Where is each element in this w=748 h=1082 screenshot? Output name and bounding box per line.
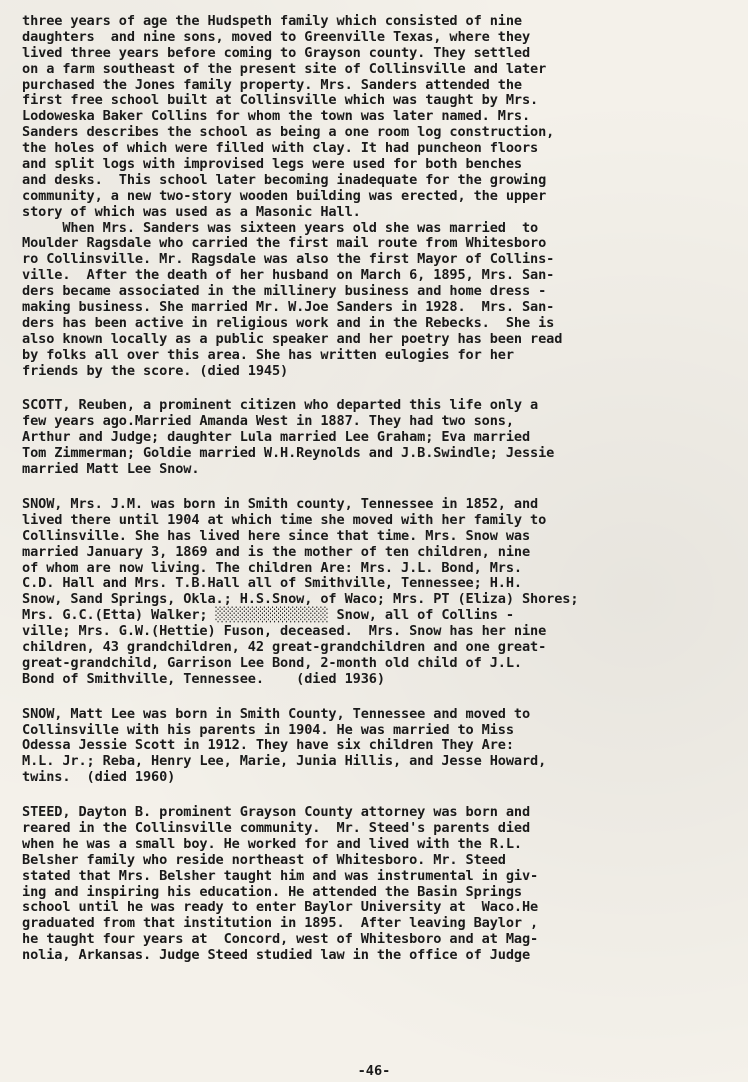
- text-line: ville. After the death of her husband on March 6, 1895, Mrs. San-: [22, 267, 555, 284]
- text-line: reared in the Collinsville community. Mr. Steed's parents died: [22, 819, 531, 836]
- text-line: friends by the score. (died 1945): [22, 362, 289, 379]
- text-line: on a farm southeast of the present site of Collinsville and later: [22, 60, 547, 77]
- text-line: children, 43 grandchildren, 42 great-grandchildren and one great-: [22, 638, 547, 655]
- text-line: lived there until 1904 at which time she moved with her family to: [22, 511, 547, 528]
- paragraph-sanders-marriage: [22, 221, 744, 380]
- text-line: stated that Mrs. Belsher taught him and was instrumental in giv-: [22, 867, 539, 884]
- text-line: ders has been active in religious work and in the Rebecks. She is: [22, 314, 555, 331]
- paragraph-gap: [22, 688, 744, 707]
- text-line: Snow, Sand Springs, Okla.; H.S.Snow, of Waco; Mrs. PT (Eliza) Shores;: [22, 591, 579, 608]
- text-line: also known locally as a public speaker and her poetry has been read: [22, 330, 563, 347]
- text-line: Lodoweska Baker Collins for whom the town was later named. Mrs.: [22, 108, 531, 125]
- text-line: he taught four years at Concord, west of Whitesboro and at Mag-: [22, 931, 539, 948]
- text-line: Odessa Jessie Scott in 1912. They have six children They Are:: [22, 737, 514, 754]
- text-line: three years of age the Hudspeth family which consisted of nine: [22, 13, 522, 29]
- text-line: Sanders describes the school as being a one room log construction,: [22, 124, 555, 141]
- page-number: -46-: [357, 1063, 391, 1079]
- text-line: making business. She married Mr. W.Joe Sanders in 1928. Mrs. San-: [22, 299, 555, 316]
- document-body: [22, 14, 744, 964]
- text-line: few years ago.Married Amanda West in 1887. They had two sons,: [22, 413, 514, 430]
- text-line: lived three years before coming to Grayson county. They settled: [22, 44, 531, 61]
- text-line: graduated from that institution in 1895. After leaving Baylor ,: [22, 915, 539, 932]
- paragraph-scott: [22, 398, 744, 477]
- text-line: Moulder Ragsdale who carried the first mail route from Whitesboro: [22, 235, 547, 252]
- text-line: Arthur and Judge; daughter Lula married Lee Graham; Eva married: [22, 429, 531, 446]
- text-line: community, a new two-story wooden building was erected, the upper: [22, 187, 547, 204]
- text-line: married January 3, 1869 and is the mother of ten children, nine: [22, 543, 531, 560]
- text-line: story of which was used as a Masonic Hall.: [22, 203, 361, 220]
- text-line: Mrs. G.C.(Etta) Walker; ░░░░░░░░░░░░░░ Snow, all of Collins -: [22, 607, 514, 624]
- paragraph-gap: [22, 379, 744, 398]
- text-line: ro Collinsville. Mr. Ragsdale was also the first Mayor of Collins-: [22, 251, 555, 268]
- text-line: SNOW, Matt Lee was born in Smith County, Tennessee and moved to: [22, 705, 531, 722]
- paragraph-snow-matt: [22, 707, 744, 786]
- text-line: married Matt Lee Snow.: [22, 461, 200, 478]
- text-line: ing and inspiring his education. He attended the Basin Springs: [22, 883, 522, 900]
- text-line: by folks all over this area. She has written eulogies for her: [22, 346, 514, 363]
- text-line: great-grandchild, Garrison Lee Bond, 2-month old child of J.L.: [22, 654, 522, 671]
- text-line: school until he was ready to enter Baylor University at Waco.He: [22, 899, 539, 916]
- paragraph-snow-mrs: [22, 497, 744, 688]
- text-line: daughters and nine sons, moved to Greenville Texas, where they: [22, 28, 531, 45]
- text-line: nolia, Arkansas. Judge Steed studied law in the office of Judge: [22, 947, 531, 964]
- paragraph-sanders-intro: [22, 14, 744, 221]
- text-line: and split logs with improvised legs were used for both benches: [22, 156, 522, 173]
- text-line: Bond of Smithville, Tennessee. (died 1936): [22, 670, 385, 687]
- text-line: twins. (died 1960): [22, 769, 176, 786]
- text-line: the holes of which were filled with clay. It had puncheon floors: [22, 140, 539, 157]
- text-line: Collinsville. She has lived here since that time. Mrs. Snow was: [22, 527, 531, 544]
- text-line: and desks. This school later becoming inadequate for the growing: [22, 171, 547, 188]
- text-line: When Mrs. Sanders was sixteen years old she was married to: [22, 219, 539, 236]
- text-line: Tom Zimmerman; Goldie married W.H.Reynolds and J.B.Swindle; Jessie: [22, 445, 555, 462]
- text-line: SNOW, Mrs. J.M. was born in Smith county, Tennessee in 1852, and: [22, 495, 539, 512]
- text-line: SCOTT, Reuben, a prominent citizen who departed this life only a: [22, 397, 539, 414]
- text-line: of whom are now living. The children Are: Mrs. J.L. Bond, Mrs.: [22, 559, 522, 576]
- text-line: Belsher family who reside northeast of Whitesboro. Mr. Steed: [22, 851, 506, 868]
- paragraph-gap: [22, 478, 744, 497]
- text-line: M.L. Jr.; Reba, Henry Lee, Marie, Junia Hillis, and Jesse Howard,: [22, 753, 547, 770]
- text-line: when he was a small boy. He worked for and lived with the R.L.: [22, 835, 522, 852]
- text-line: first free school built at Collinsville which was taught by Mrs.: [22, 92, 539, 109]
- paragraph-gap: [22, 786, 744, 805]
- text-line: purchased the Jones family property. Mrs. Sanders attended the: [22, 76, 522, 93]
- text-line: C.D. Hall and Mrs. T.B.Hall all of Smithville, Tennessee; H.H.: [22, 575, 522, 592]
- text-line: ville; Mrs. G.W.(Hettie) Fuson, deceased. Mrs. Snow has her nine: [22, 623, 547, 640]
- text-line: ders became associated in the millinery business and home dress -: [22, 283, 547, 300]
- text-line: STEED, Dayton B. prominent Grayson County attorney was born and: [22, 804, 531, 821]
- text-line: Collinsville with his parents in 1904. He was married to Miss: [22, 721, 514, 738]
- paragraph-steed: [22, 805, 744, 964]
